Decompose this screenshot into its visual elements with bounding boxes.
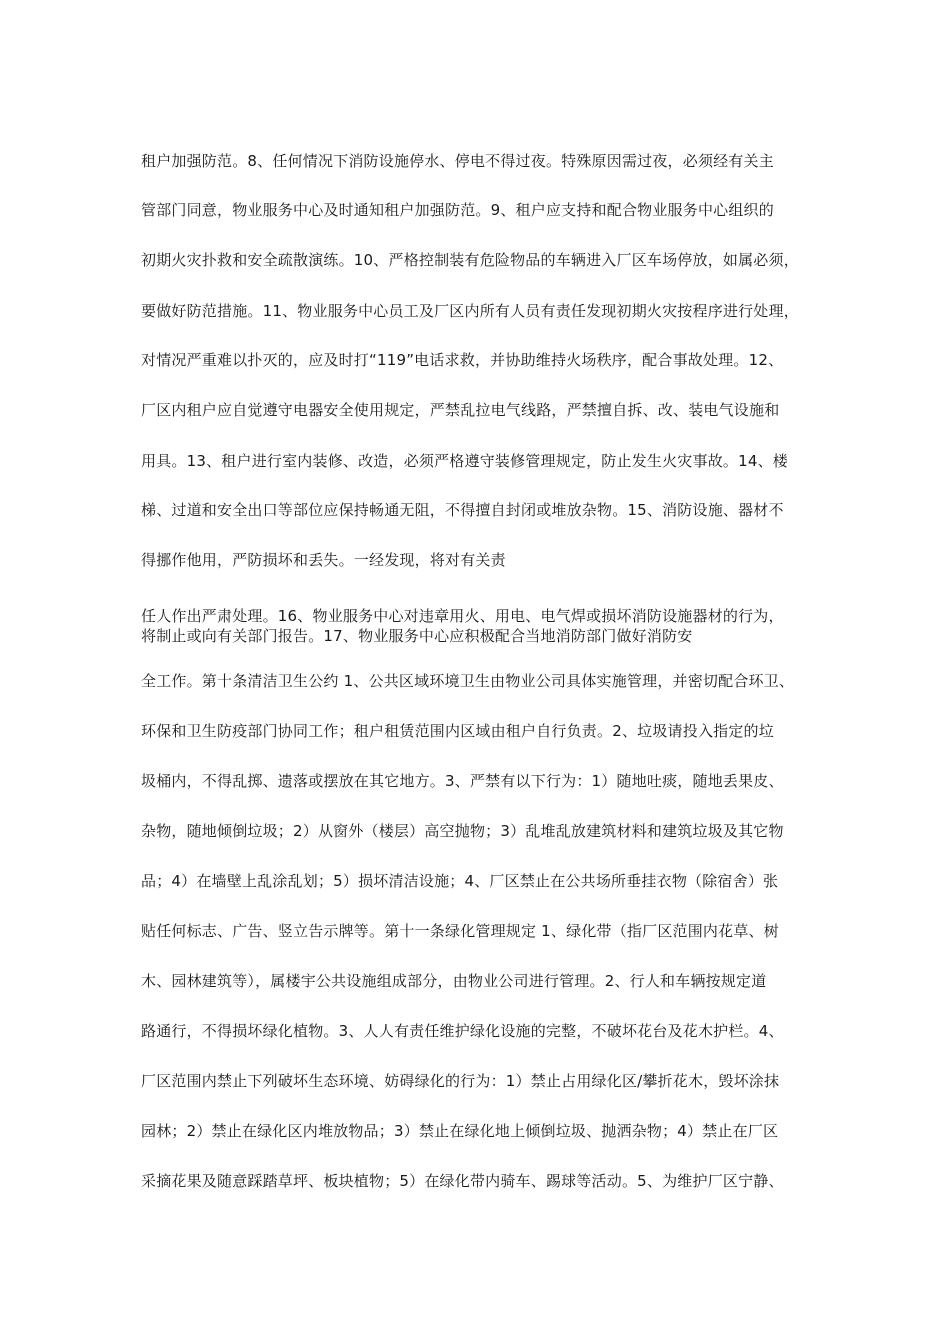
text-line-8: 梯、过道和安全出口等部位应保持畅通无阻，不得擅自封闭或堆放杂物。15、消防设施、器材不 — [141, 501, 784, 519]
text-line-14: 圾桶内，不得乱掷、遗落或摆放在其它地方。3、严禁有以下行为：1）随地吐痰，随地丢果皮、 — [141, 772, 784, 790]
text-line-20: 厂区范围内禁止下列破坏生态环境、妨碍绿化的行为：1）禁止占用绿化区/攀折花木，毁坏涂抹 — [141, 1072, 780, 1090]
text-line-4: 要做好防范措施。11、物业服务中心员工及厂区内所有人员有责任发现初期火灾按程序进行处理， — [141, 302, 799, 320]
text-line-9: 得挪作他用，严防损坏和丢失。一经发现，将对有关责 — [141, 551, 506, 569]
text-line-16: 品；4）在墙壁上乱涂乱划；5）损坏清洁设施；4、厂区禁止在公共场所垂挂衣物（除宿舍）张 — [141, 872, 779, 890]
text-line-19: 路通行，不得损坏绿化植物。3、人人有责任维护绿化设施的完整，不破坏花台及花木护栏。4、 — [141, 1022, 784, 1040]
text-line-1: 租户加强防范。8、任何情况下消防设施停水、停电不得过夜。特殊原因需过夜，必须经有关主 — [141, 152, 774, 170]
text-line-12: 全工作。第十条清洁卫生公约 1、公共区域环境卫生由物业公司具体实施管理，并密切配合环卫、 — [141, 672, 795, 690]
text-line-21: 园林；2）禁止在绿化区内堆放物品；3）禁止在绿化地上倾倒垃圾、抛洒杂物；4）禁止在厂区 — [141, 1122, 779, 1140]
text-line-10: 任人作出严肃处理。16、物业服务中心对违章用火、用电、电气焊或损坏消防设施器材的行为， — [141, 607, 784, 625]
text-line-5: 对情况严重难以扑灭的，应及时打“119”电话求救，并协助维持火场秩序，配合事故处理。12、 — [141, 351, 784, 369]
text-line-11: 将制止或向有关部门报告。17、物业服务中心应积极配合当地消防部门做好消防安 — [141, 627, 693, 645]
text-line-13: 环保和卫生防疫部门协同工作；租户租赁范围内区域由租户自行负责。2、垃圾请投入指定的垃 — [141, 722, 774, 740]
text-line-18: 木、园林建筑等），属楼宇公共设施组成部分，由物业公司进行管理。2、行人和车辆按规定道 — [141, 972, 767, 990]
text-line-2: 管部门同意，物业服务中心及时通知租户加强防范。9、租户应支持和配合物业服务中心组织的 — [141, 201, 774, 219]
text-line-6: 厂区内租户应自觉遵守电器安全使用规定，严禁乱拉电气线路，严禁擅自拆、改、装电气设施和 — [141, 401, 780, 419]
text-line-17: 贴任何标志、广告、竖立告示牌等。第十一条绿化管理规定 1、绿化带（指厂区范围内花草、树 — [141, 922, 779, 940]
text-line-3: 初期火灾扑救和安全疏散演练。10、严格控制装有危险物品的车辆进入厂区车场停放，如属必须， — [141, 251, 799, 269]
text-line-7: 用具。13、租户进行室内装修、改造，必须严格遵守装修管理规定，防止发生火灾事故。14、楼 — [141, 452, 788, 470]
text-line-15: 杂物，随地倾倒垃圾；2）从窗外（楼层）高空抛物；3）乱堆乱放建筑材料和建筑垃圾及其它物 — [141, 822, 784, 840]
text-line-22: 采摘花果及随意踩踏草坪、板块植物；5）在绿化带内骑车、踢球等活动。5、为维护厂区宁静、 — [141, 1172, 784, 1190]
